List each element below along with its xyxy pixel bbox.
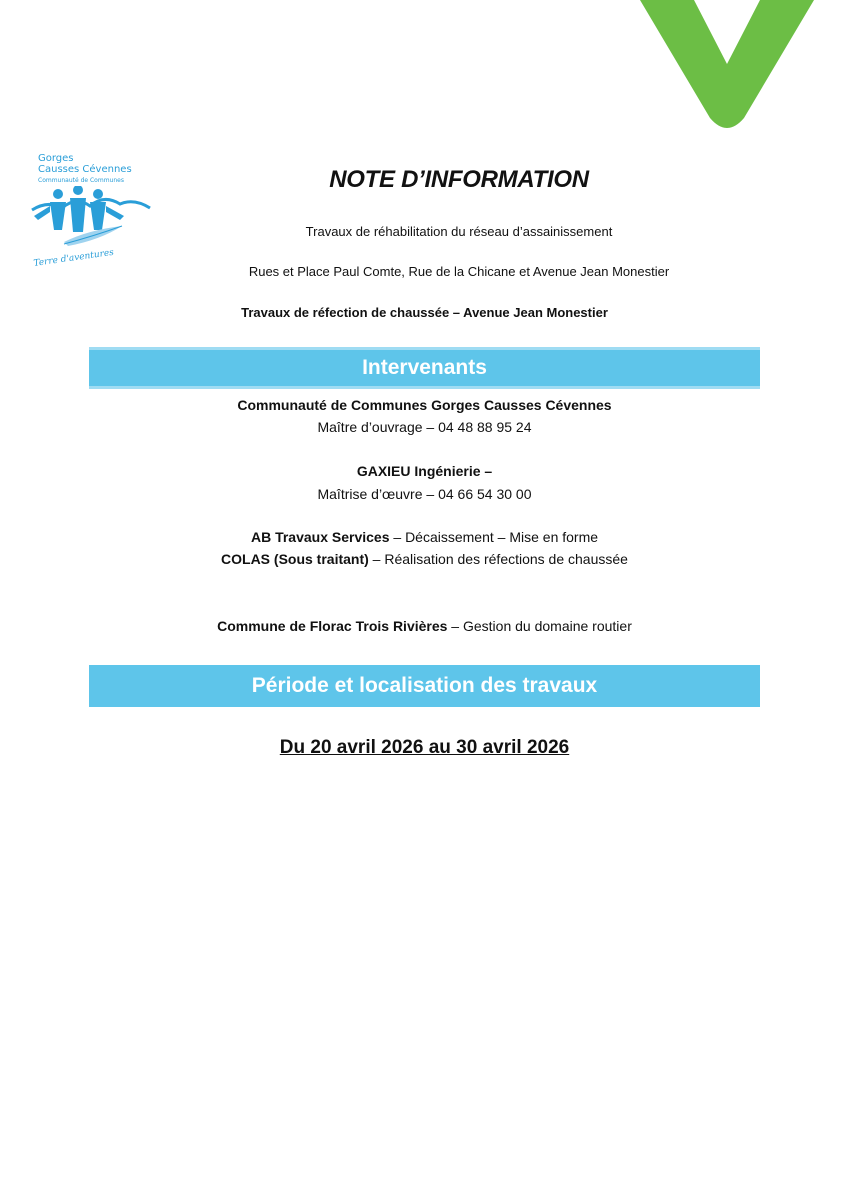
intervenant-ab-name: AB Travaux Services	[250, 529, 390, 545]
subtitle-road-works: Travaux de réfection de chaussée – Avenue Jean Monestier	[241, 305, 608, 320]
intervenant-ab-role: – Décaissement – Mise en forme	[389, 529, 599, 545]
intervenant-colas-role: – Réalisation des réfections de chaussée	[368, 551, 628, 567]
intervenant-gaxieu-role: Maîtrise d’œuvre – 04 66 54 30 00	[317, 486, 532, 502]
intervenant-colas	[0, 551, 849, 567]
logo-text-line-3: Communauté de Communes	[38, 177, 124, 184]
section-heading-periode: Période et localisation des travaux	[89, 665, 760, 707]
intervenant-gaxieu-name: GAXIEU Ingénierie –	[356, 463, 493, 479]
section-heading-intervenants: Intervenants	[89, 347, 760, 389]
subtitle-works-description: Travaux de réhabilitation du réseau d’assainissement	[305, 224, 613, 239]
intervenant-cc-role: Maître d’ouvrage – 04 48 88 95 24	[317, 419, 532, 435]
intervenant-ab-travaux	[0, 529, 849, 545]
works-date-range: Du 20 avril 2026 au 30 avril 2026	[279, 737, 570, 758]
page-title: NOTE D’INFORMATION	[329, 166, 589, 193]
logo-text-line-2: Causses Cévennes	[38, 164, 132, 175]
intervenant-florac-name: Commune de Florac Trois Rivières	[217, 618, 448, 634]
subtitle-streets: Rues et Place Paul Comte, Rue de la Chicane et Avenue Jean Monestier	[248, 264, 670, 279]
logo-text-line-1: Gorges	[38, 153, 74, 164]
intervenant-colas-name: COLAS (Sous traitant)	[221, 551, 369, 567]
logo-tagline: Terre d'aventures	[33, 247, 115, 269]
intervenant-florac	[0, 618, 849, 634]
intervenant-cc-name: Communauté de Communes Gorges Causses Cévennes	[237, 397, 612, 413]
green-chevron-logo	[638, 0, 816, 132]
intervenant-florac-role: – Gestion du domaine routier	[447, 618, 632, 634]
